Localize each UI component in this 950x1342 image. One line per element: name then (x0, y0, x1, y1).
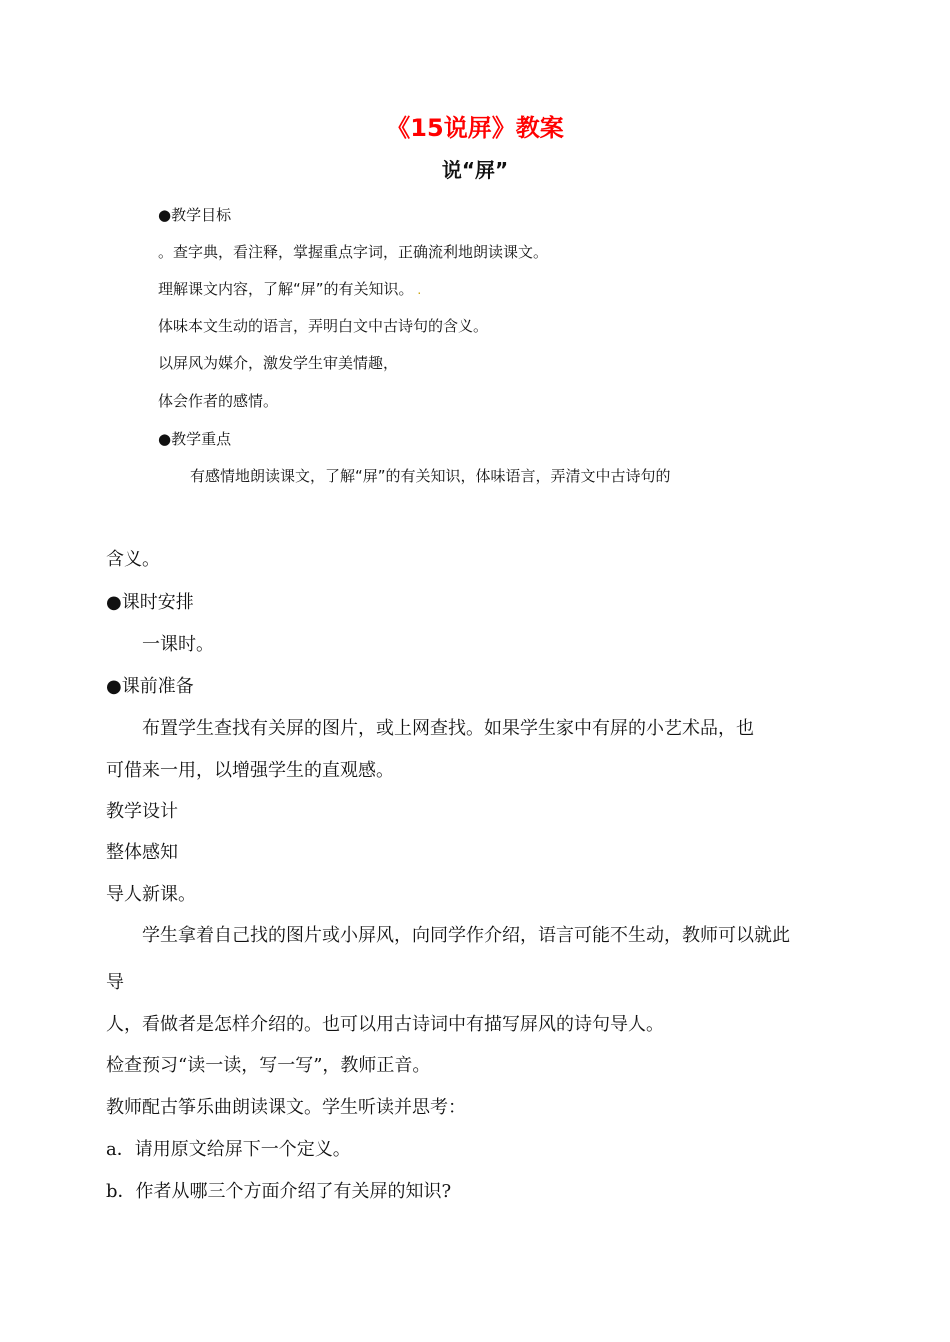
question-b: b．作者从哪三个方面介绍了有关屏的知识? (106, 1181, 452, 1202)
goal-2-text: 理解课文内容，了解“屏”的有关知识。 (158, 280, 414, 298)
intro-heading: 导人新课。 (106, 884, 196, 905)
goal-1: 。查字典，看注释，掌握重点字词，正确流利地朗读课文。 (158, 243, 549, 261)
key-heading: ●教学重点 (158, 430, 232, 448)
goal-4: 以屏风为媒介，激发学生审美情趣， (158, 354, 399, 372)
intro-text-1: 学生拿着自己找的图片或小屏风，向同学作介绍，语言可能不生动，教师可以就此 (142, 925, 790, 946)
intro-text-2: 导 (106, 972, 124, 993)
design-heading: 教学设计 (106, 801, 178, 822)
prep-text-1: 布置学生查找有关屏的图片，或上网查找。如果学生家中有屏的小艺术品，也 (142, 718, 754, 739)
goal-2 (158, 278, 421, 299)
intro-text-3: 人，看做者是怎样介绍的。也可以用古诗词中有描写屏风的诗句导人。 (106, 1014, 664, 1035)
question-a: a．请用原文给屏下一个定义。 (106, 1139, 351, 1160)
read-text: 教师配古筝乐曲朗读课文。学生听读并思考： (106, 1097, 466, 1118)
document-title: 《15说屏》教案 (386, 114, 564, 142)
check-text: 检查预习“读一读，写一写”，教师正音。 (106, 1055, 431, 1076)
key-text: 有感情地朗读课文，了解“屏”的有关知识，体味语言，弄清文中古诗句的 (190, 467, 671, 485)
prep-heading: ●课前准备 (106, 676, 194, 697)
schedule-text: 一课时。 (142, 634, 214, 655)
goal-3: 体味本文生动的语言，弄明白文中古诗句的含义。 (158, 317, 489, 335)
overall-heading: 整体感知 (106, 842, 178, 863)
document-subtitle: 说“屏” (441, 158, 509, 182)
schedule-heading: ●课时安排 (106, 592, 194, 613)
decorative-dot-icon: . (413, 283, 422, 297)
goal-5: 体会作者的感情。 (158, 392, 279, 410)
goals-heading: ●教学目标 (158, 206, 232, 224)
prep-text-2: 可借来一用，以增强学生的直观感。 (106, 760, 394, 781)
key-continued: 含义。 (106, 549, 160, 570)
